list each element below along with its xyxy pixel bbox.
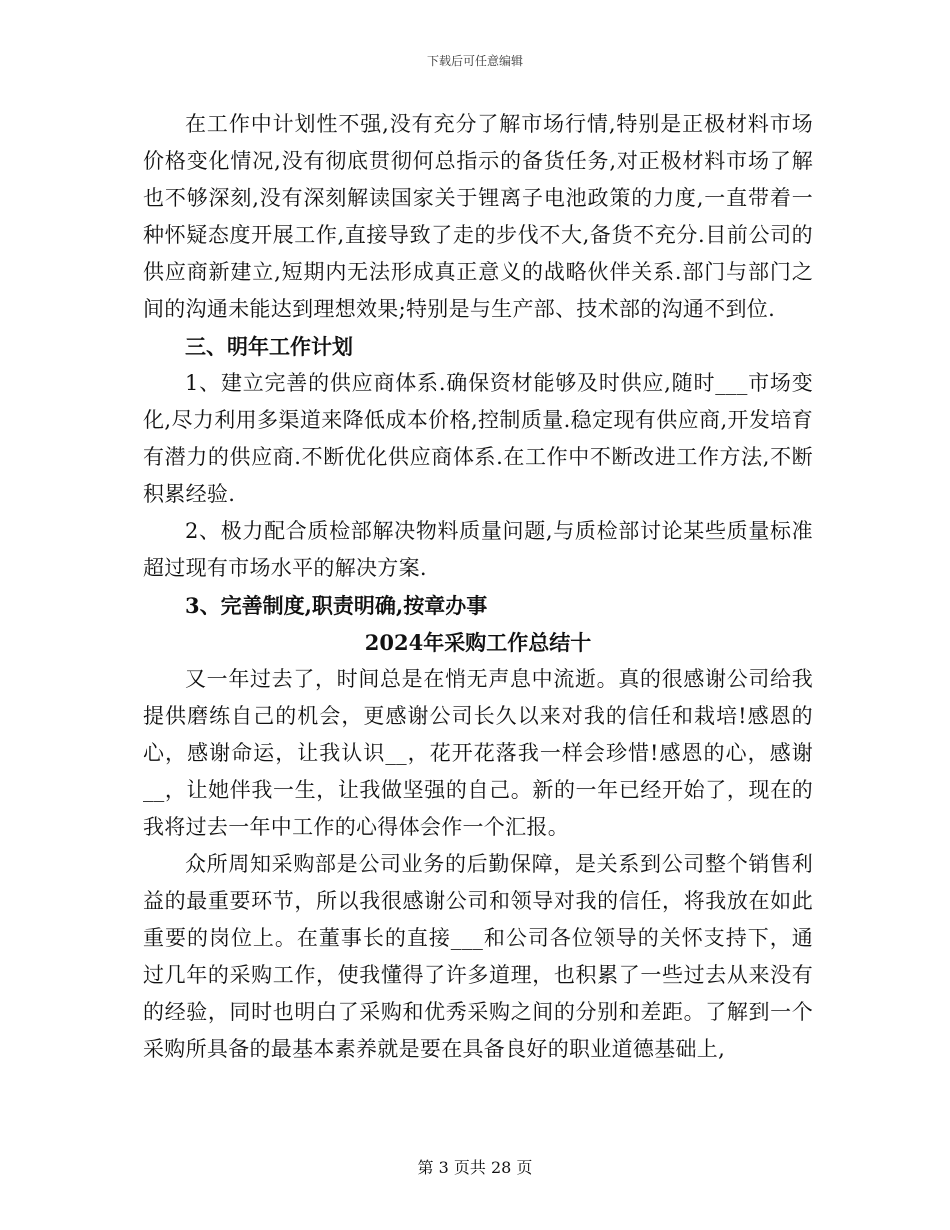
section-heading-next-year-plan: 三、明年工作计划 xyxy=(185,334,353,359)
document-body xyxy=(143,106,813,1068)
document-title: 2024年采购工作总结十 xyxy=(364,630,592,655)
paragraph-gratitude: 又一年过去了，时间总是在悄无声息中流逝。真的很感谢公司给我提供磨练自己的机会，更感谢公司长久以来对我的信任和栽培!感恩的心，感谢命运，让我认识__，花开花落我一样会珍惜!感恩的心，感谢__，让她伴我一生，让我做坚强的自己。新的一年已经开始了，现在的我将过去一年中工作的心得体会作一个汇报。 xyxy=(143,667,813,839)
plan-item-3-heading: 3、完善制度,职责明确,按章办事 xyxy=(185,593,488,618)
page-number-footer: 第 3 页共 28 页 xyxy=(417,1158,533,1177)
paragraph-problems: 在工作中计划性不强,没有充分了解市场行情,特别是正极材料市场价格变化情况,没有彻底贯彻何总指示的备货任务,对正极材料市场了解也不够深刻,没有深刻解读国家关于锂离子电池政策的力度,一直带着一种怀疑态度开展工作,直接导致了走的步伐不大,备货不充分.目前公司的供应商新建立,短期内无法形成真正意义的战略伙伴关系.部门与部门之间的沟通未能达到理想效果;特别是与生产部、技术部的沟通不到位. xyxy=(143,112,813,321)
paragraph-plan-item-2: 2、极力配合质检部解决物料质量问题,与质检部讨论某些质量标准超过现有市场水平的解决方案. xyxy=(143,519,813,580)
page-header: 下载后可任意编辑 xyxy=(426,54,523,68)
paragraph-procurement-role: 众所周知采购部是公司业务的后勤保障，是关系到公司整个销售利益的最重要环节，所以我很感谢公司和领导对我的信任，将我放在如此重要的岗位上。在董事长的直接___和公司各位领导的关怀支持下，通过几年的采购工作，使我懂得了许多道理，也积累了一些过去从来没有的经验，同时也明白了采购和优秀采购之间的分别和差距。了解到一个采购所具备的最基本素养就是要在具备良好的职业道德基础上, xyxy=(143,852,813,1061)
paragraph-plan-item-1: 1、建立完善的供应商体系.确保资材能够及时供应,随时___市场变化,尽力利用多渠道来降低成本价格,控制质量.稳定现有供应商,开发培育有潜力的供应商.不断优化供应商体系.在工作中不断改进工作方法,不断积累经验. xyxy=(143,371,813,506)
